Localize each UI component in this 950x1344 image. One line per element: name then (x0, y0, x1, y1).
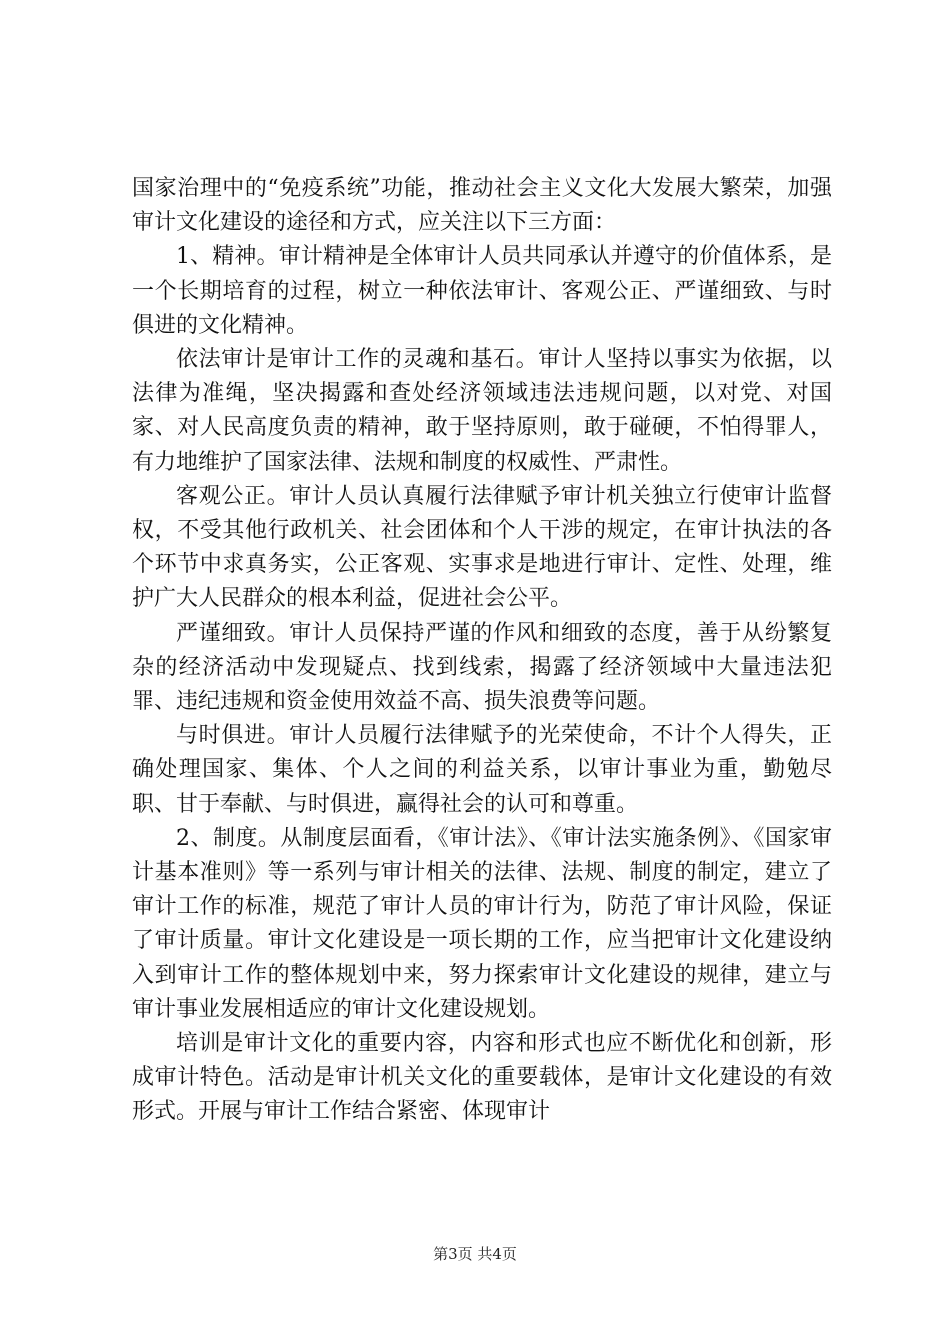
page-number-footer: 第3页 共4页 (433, 1245, 517, 1263)
paragraph-training: 培训是审计文化的重要内容，内容和形式也应不断优化和创新，形成审计特色。活动是审计机关文化的重要载体，是审计文化建设的有效形式。开展与审计工作结合紧密、体现审计 (132, 1031, 832, 1125)
paragraph-keep-pace: 与时俱进。审计人员履行法律赋予的光荣使命，不计个人得失，正确处理国家、集体、个人之间的利益关系，以审计事业为重，勤勉尽职、甘于奉献、与时俱进，赢得社会的认可和尊重。 (132, 723, 832, 817)
paragraph-continuation: 国家治理中的“免疫系统”功能，推动社会主义文化大发展大繁荣，加强审计文化建设的途径和方式，应关注以下三方面： (132, 176, 832, 236)
paragraph-objective-fair: 客观公正。审计人员认真履行法律赋予审计机关独立行使审计监督权，不受其他行政机关、社会团体和个人干涉的规定，在审计执法的各个环节中求真务实，公正客观、实事求是地进行审计、定性、处理，维护广大人民群众的根本利益，促进社会公平。 (132, 483, 832, 612)
paragraph-system: 2、制度。从制度层面看，《审计法》、《审计法实施条例》、《国家审计基本准则》等一系列与审计相关的法律、法规、制度的制定，建立了审计工作的标准，规范了审计人员的审计行为，防范了审计风险，保证了审计质量。审计文化建设是一项长期的工作，应当把审计文化建设纳入到审计工作的整体规划中来，努力探索审计文化建设的规律，建立与审计事业发展相适应的审计文化建设规划。 (132, 825, 832, 1022)
paragraph-rigorous: 严谨细致。审计人员保持严谨的作风和细致的态度，善于从纷繁复杂的经济活动中发现疑点、找到线索，揭露了经济领域中大量违法犯罪、违纪违规和资金使用效益不高、损失浪费等问题。 (132, 620, 832, 715)
paragraph-spirit: 1、精神。审计精神是全体审计人员共同承认并遵守的价值体系，是一个长期培育的过程，树立一种依法审计、客观公正、严谨细致、与时俱进的文化精神。 (132, 244, 832, 338)
paragraph-lawful-audit: 依法审计是审计工作的灵魂和基石。审计人坚持以事实为依据，以法律为准绳，坚决揭露和查处经济领域违法违规问题，以对党、对国家、对人民高度负责的精神，敢于坚持原则，敢于碰硬，不怕得罪人，有力地维护了国家法律、法规和制度的权威性、严肃性。 (132, 347, 832, 475)
document-body (132, 172, 832, 1130)
